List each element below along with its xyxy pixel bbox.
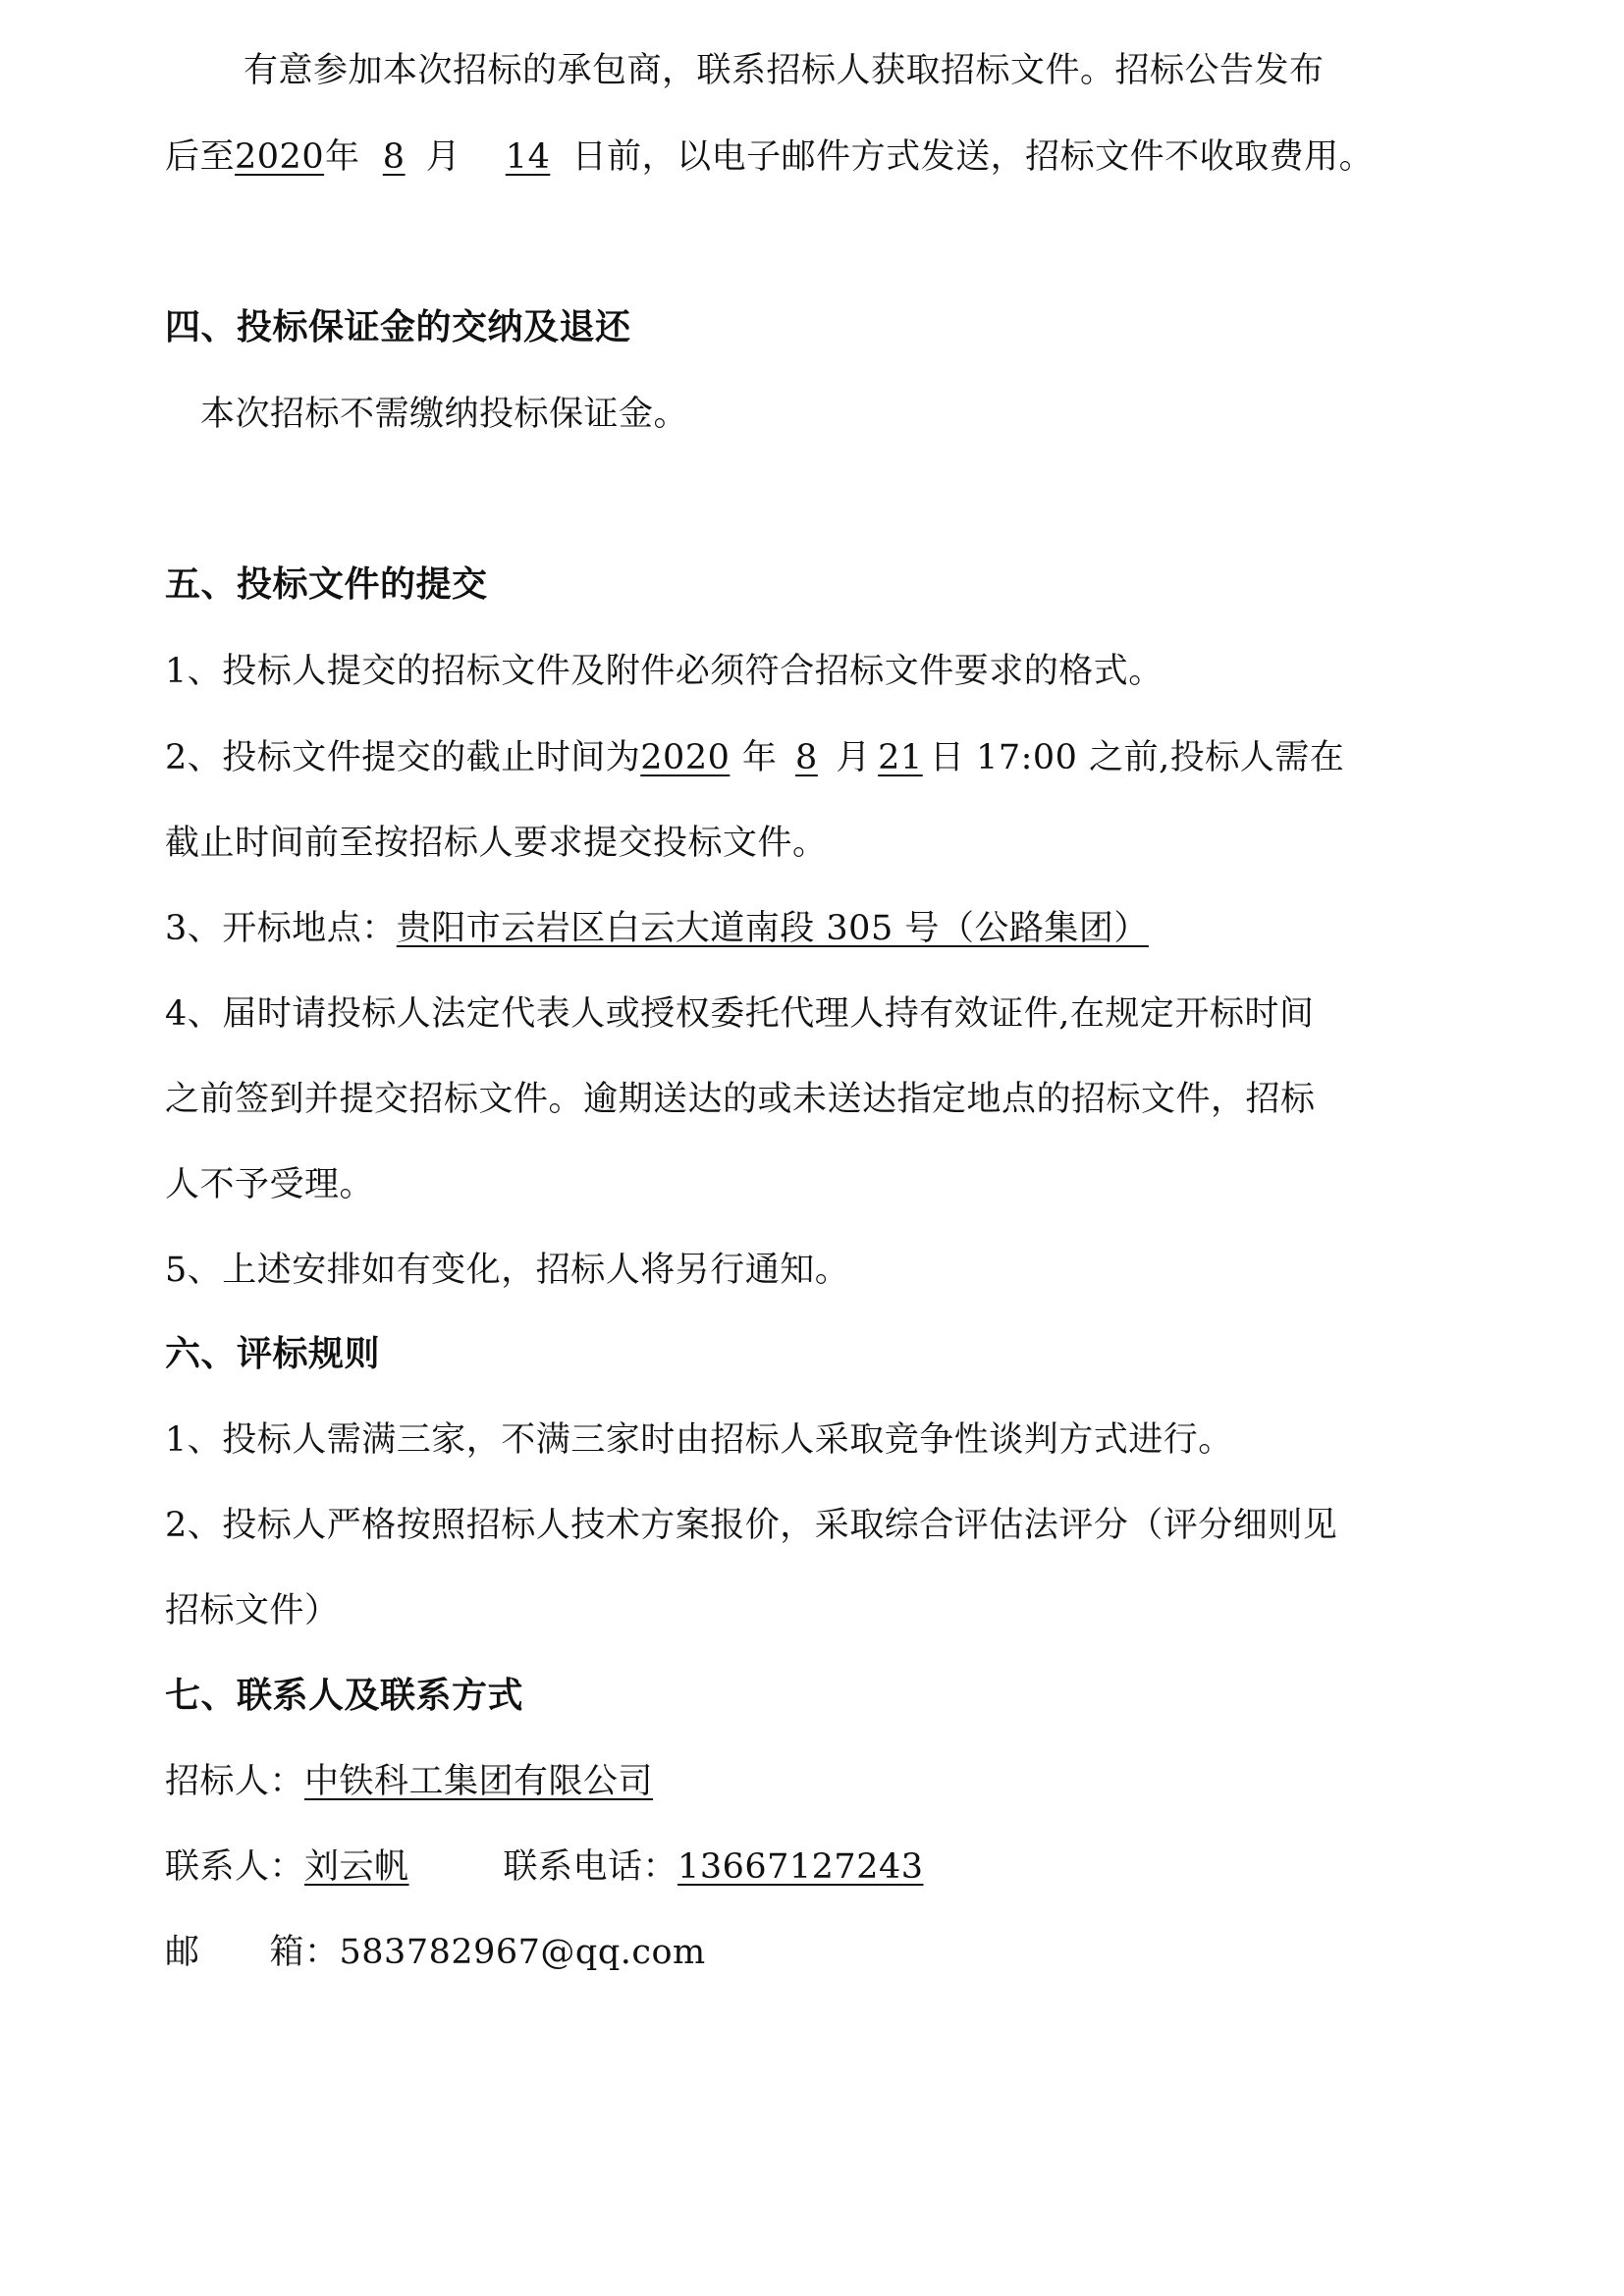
- deadline-year: 2020: [235, 137, 325, 177]
- contact-email: 583782967@qq.com: [339, 1933, 706, 1972]
- bid-opening-location: 贵阳市云岩区白云大道南段 305 号（公路集团）: [396, 909, 1149, 948]
- tenderer-name: 中铁科工集团有限公司: [304, 1762, 654, 1801]
- section5-heading: 五、投标文件的提交: [165, 564, 488, 605]
- text: 日 17:00 之前,投标人需在: [929, 738, 1345, 777]
- text: 年: [325, 137, 360, 177]
- section5-item4-l2: 之前签到并提交招标文件。逾期送达的或未送达指定地点的招标文件，招标: [165, 1080, 1316, 1119]
- section5-item3: [165, 907, 1149, 950]
- section6-item1: 1、投标人需满三家，不满三家时由招标人采取竞争性谈判方式进行。: [165, 1420, 1233, 1460]
- deadline-month: 8: [382, 137, 406, 177]
- section5-item2: [165, 736, 1344, 779]
- tender-doc-paragraph-line1: [244, 49, 1325, 92]
- email-label: 邮 箱：: [165, 1933, 340, 1972]
- text: 3、开标地点：: [165, 909, 397, 948]
- submission-day: 21: [878, 738, 923, 777]
- contact-name: 刘云帆: [304, 1847, 409, 1887]
- text: 年: [741, 738, 778, 777]
- section4-text: 本次招标不需缴纳投标保证金。: [200, 395, 689, 434]
- section5-item4-l1: 4、届时请投标人法定代表人或授权委托代理人持有效证件,在规定开标时间: [165, 994, 1315, 1034]
- section5-item4-l3: 人不予受理。: [165, 1165, 375, 1204]
- section6-item2-l1: 2、投标人严格按照招标人技术方案报价，采取综合评估法评分（评分细则见: [165, 1506, 1338, 1545]
- deadline-day: 14: [505, 137, 551, 177]
- submission-year: 2020: [640, 738, 731, 777]
- contact-phone: 13667127243: [677, 1847, 924, 1887]
- contact-line: [165, 1845, 924, 1889]
- text: 月: [425, 137, 461, 177]
- section5-item1: 1、投标人提交的招标文件及附件必须符合招标文件要求的格式。: [165, 652, 1164, 691]
- section5-item2-cont: 截止时间前至按招标人要求提交投标文件。: [165, 824, 828, 863]
- section5-item5: 5、上述安排如有变化，招标人将另行通知。: [165, 1251, 850, 1290]
- section7-heading: 七、联系人及联系方式: [165, 1676, 524, 1716]
- text: 2、投标文件提交的截止时间为: [165, 738, 641, 777]
- contact-label: 联系人：: [165, 1847, 305, 1887]
- tenderer-line: [165, 1760, 653, 1803]
- text: 日前，以电子邮件方式发送，招标文件不收取费用。: [571, 137, 1375, 177]
- text: 有意参加本次招标的承包商，联系招标人获取招标文件。招标公告发布: [244, 51, 1325, 90]
- section4-heading: 四、投标保证金的交纳及退还: [165, 307, 631, 347]
- section6-heading: 六、评标规则: [165, 1334, 381, 1374]
- submission-month: 8: [795, 738, 818, 777]
- text: 月: [836, 738, 871, 777]
- phone-label: 联系电话：: [503, 1847, 678, 1887]
- text: 后至: [165, 137, 236, 177]
- tender-doc-paragraph-line2: [165, 135, 1374, 179]
- email-line: [165, 1931, 706, 1974]
- section6-item2-l2: 招标文件）: [165, 1591, 340, 1630]
- tenderer-label: 招标人：: [165, 1762, 305, 1801]
